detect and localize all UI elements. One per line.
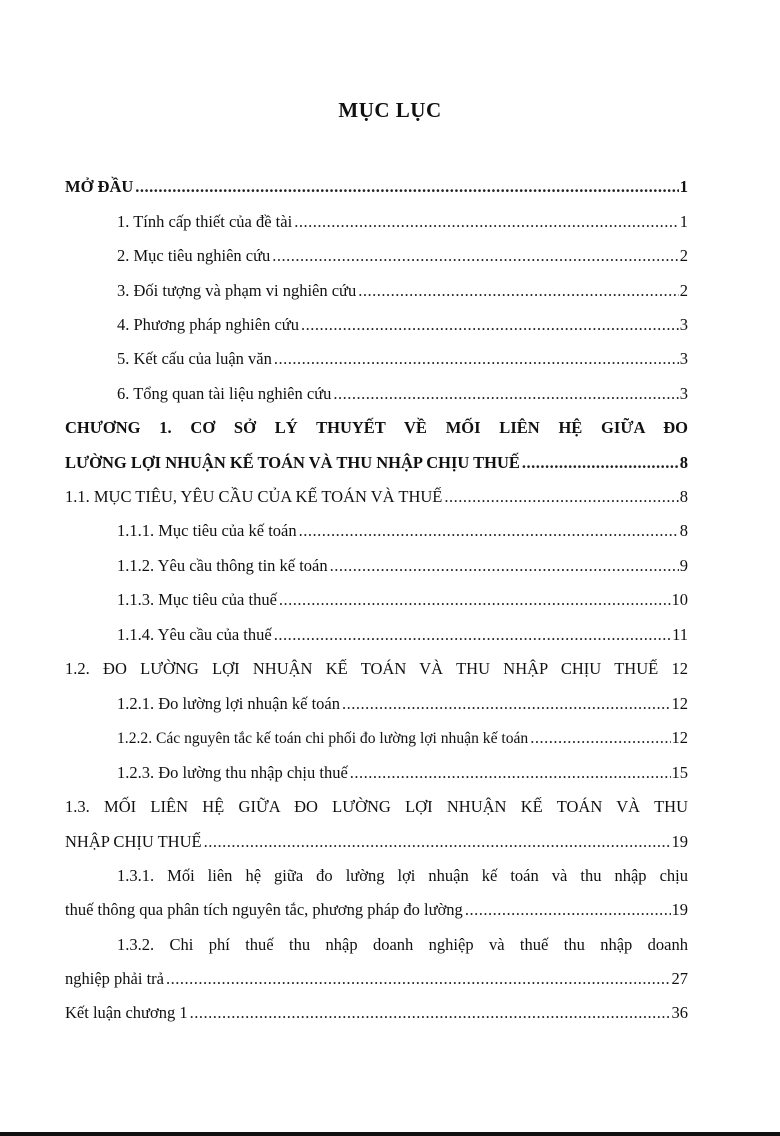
toc-entry-title: 1.2.3. Đo lường thu nhập chịu thuế [117, 763, 348, 782]
toc-page-number: 12 [671, 659, 689, 678]
toc-entry-title: NHẬP CHỊU THUẾ [65, 832, 202, 851]
toc-page-number: 11 [672, 625, 688, 644]
toc-dot-leader [135, 176, 678, 198]
toc-entry[interactable] [117, 314, 688, 336]
toc-entry[interactable] [117, 555, 688, 577]
toc-entry-mo-dau[interactable] [65, 176, 688, 198]
toc-entry-title: 1. Tính cấp thiết của đề tài [117, 212, 293, 231]
toc-dot-leader [204, 831, 671, 853]
toc-entry-title: 1.1.4. Yêu cầu của thuế [117, 625, 272, 644]
toc-entry-title: 1.1.2. Yêu cầu thông tin kế toán [117, 556, 328, 575]
toc-page-number: 3 [679, 315, 688, 334]
toc-entry-title: nghiệp phải trả [65, 969, 164, 988]
toc-dot-leader [279, 589, 671, 611]
toc-dot-leader [342, 693, 671, 715]
toc-entry-title: Kết luận chương 1 [65, 1003, 188, 1022]
toc-entry-title: 4. Phương pháp nghiên cứu [117, 315, 299, 334]
toc-entry-1-3[interactable] [65, 831, 688, 853]
toc-entry[interactable] [117, 280, 688, 302]
toc-entry-1-3-line-1[interactable]: 1.3. MỐI LIÊN HỆ GIỮA ĐO LƯỜNG LỢI NHUẬN KẾ TOÁN VÀ THU [65, 797, 688, 816]
page-bottom-border [0, 1132, 780, 1136]
toc-dot-leader [301, 314, 679, 336]
toc-dot-leader [330, 555, 679, 577]
toc-page-number: 3 [679, 384, 688, 403]
toc-entry-title: thuế thông qua phân tích nguyên tắc, phương pháp đo lường [65, 900, 463, 919]
toc-entry[interactable] [117, 762, 688, 784]
toc-page-number: 19 [671, 900, 688, 919]
toc-dot-leader [333, 383, 678, 405]
toc-dot-leader [190, 1002, 671, 1024]
toc-entry-title: MỞ ĐẦU [65, 177, 134, 196]
toc-entry[interactable] [117, 245, 688, 267]
toc-dot-leader [274, 624, 671, 646]
toc-entry-title: 1.1.1. Mục tiêu của kế toán [117, 521, 297, 540]
toc-entry-title: 1.2.1. Đo lường lợi nhuận kế toán [117, 694, 340, 713]
toc-entry[interactable] [117, 348, 688, 370]
toc-dot-leader [522, 452, 679, 474]
toc-dot-leader [530, 727, 670, 749]
toc-entry[interactable] [117, 520, 688, 542]
toc-entry-title: 1.2.2. Các nguyên tắc kế toán chi phối đo lường lợi nhuận kế toán [117, 730, 529, 747]
toc-page-number: 1 [679, 212, 688, 231]
toc-entry-1-3-1[interactable] [65, 899, 688, 921]
toc-page-number: 8 [679, 487, 688, 506]
toc-page-number: 36 [671, 1003, 688, 1022]
toc-entry-1-3-2-line-1[interactable]: 1.3.2. Chi phí thuế thu nhập doanh nghiệp và thuế thu nhập doanh [117, 935, 688, 954]
toc-entry[interactable] [117, 383, 688, 405]
toc-entry[interactable] [117, 727, 688, 750]
toc-entry-1-1[interactable] [65, 486, 688, 508]
toc-page-number: 8 [679, 521, 688, 540]
toc-entry-1-3-1-line-1[interactable]: 1.3.1. Mối liên hệ giữa đo lường lợi nhuận kế toán và thu nhập chịu [117, 866, 688, 885]
toc-entry-title: 1.2. ĐO LƯỜNG LỢI NHUẬN KẾ TOÁN VÀ THU NHẬP CHỊU THUẾ [65, 659, 659, 678]
toc-entry[interactable] [117, 211, 688, 233]
toc-dot-leader [444, 486, 678, 508]
toc-page-number: 27 [671, 969, 688, 988]
toc-entry[interactable] [117, 693, 688, 715]
toc-entry-title: 2. Mục tiêu nghiên cứu [117, 246, 271, 265]
toc-dot-leader [294, 211, 679, 233]
toc-page-number: 8 [679, 453, 688, 472]
toc-page-number: 9 [679, 556, 688, 575]
toc-entry-1-2[interactable] [65, 658, 688, 680]
toc-page-number: 2 [679, 246, 688, 265]
toc-page-number: 12 [671, 694, 688, 713]
toc-dot-leader [166, 968, 671, 990]
toc-entry[interactable] [117, 589, 688, 611]
toc-entry-chapter-1[interactable] [65, 452, 688, 474]
toc-dot-leader [358, 280, 679, 302]
toc-entry-title: 1.1.3. Mục tiêu của thuế [117, 590, 277, 609]
toc-dot-leader [272, 245, 678, 267]
toc-entry-1-3-2[interactable] [65, 968, 688, 990]
toc-entry-title: 6. Tổng quan tài liệu nghiên cứu [117, 384, 332, 403]
toc-dot-leader [350, 762, 671, 784]
toc-page-number: 2 [679, 281, 688, 300]
toc-entry-title: LƯỜNG LỢI NHUẬN KẾ TOÁN VÀ THU NHẬP CHỊU THUẾ [65, 453, 520, 472]
toc-dot-leader [274, 348, 679, 370]
toc-entry-title: 3. Đối tượng và phạm vi nghiên cứu [117, 281, 357, 300]
toc-entry[interactable] [117, 624, 688, 646]
toc-page-number: 19 [671, 832, 688, 851]
toc-dot-leader [299, 520, 679, 542]
toc-dot-leader [465, 899, 671, 921]
toc-page-number: 12 [671, 728, 688, 747]
toc-page-number: 1 [679, 177, 688, 196]
toc-entry-ket-luan[interactable] [65, 1002, 688, 1024]
page-title: MỤC LỤC [338, 98, 442, 122]
toc-page-number: 15 [671, 763, 688, 782]
toc-chapter-1-line-1[interactable]: CHƯƠNG 1. CƠ SỞ LÝ THUYẾT VỀ MỐI LIÊN HỆ GIỮA ĐO [65, 418, 688, 437]
toc-entry-title: 1.1. MỤC TIÊU, YÊU CẦU CỦA KẾ TOÁN VÀ THUẾ [65, 487, 443, 506]
toc-page-number: 3 [679, 349, 688, 368]
toc-page-number: 10 [671, 590, 688, 609]
toc-entry-title: 5. Kết cấu của luận văn [117, 349, 272, 368]
